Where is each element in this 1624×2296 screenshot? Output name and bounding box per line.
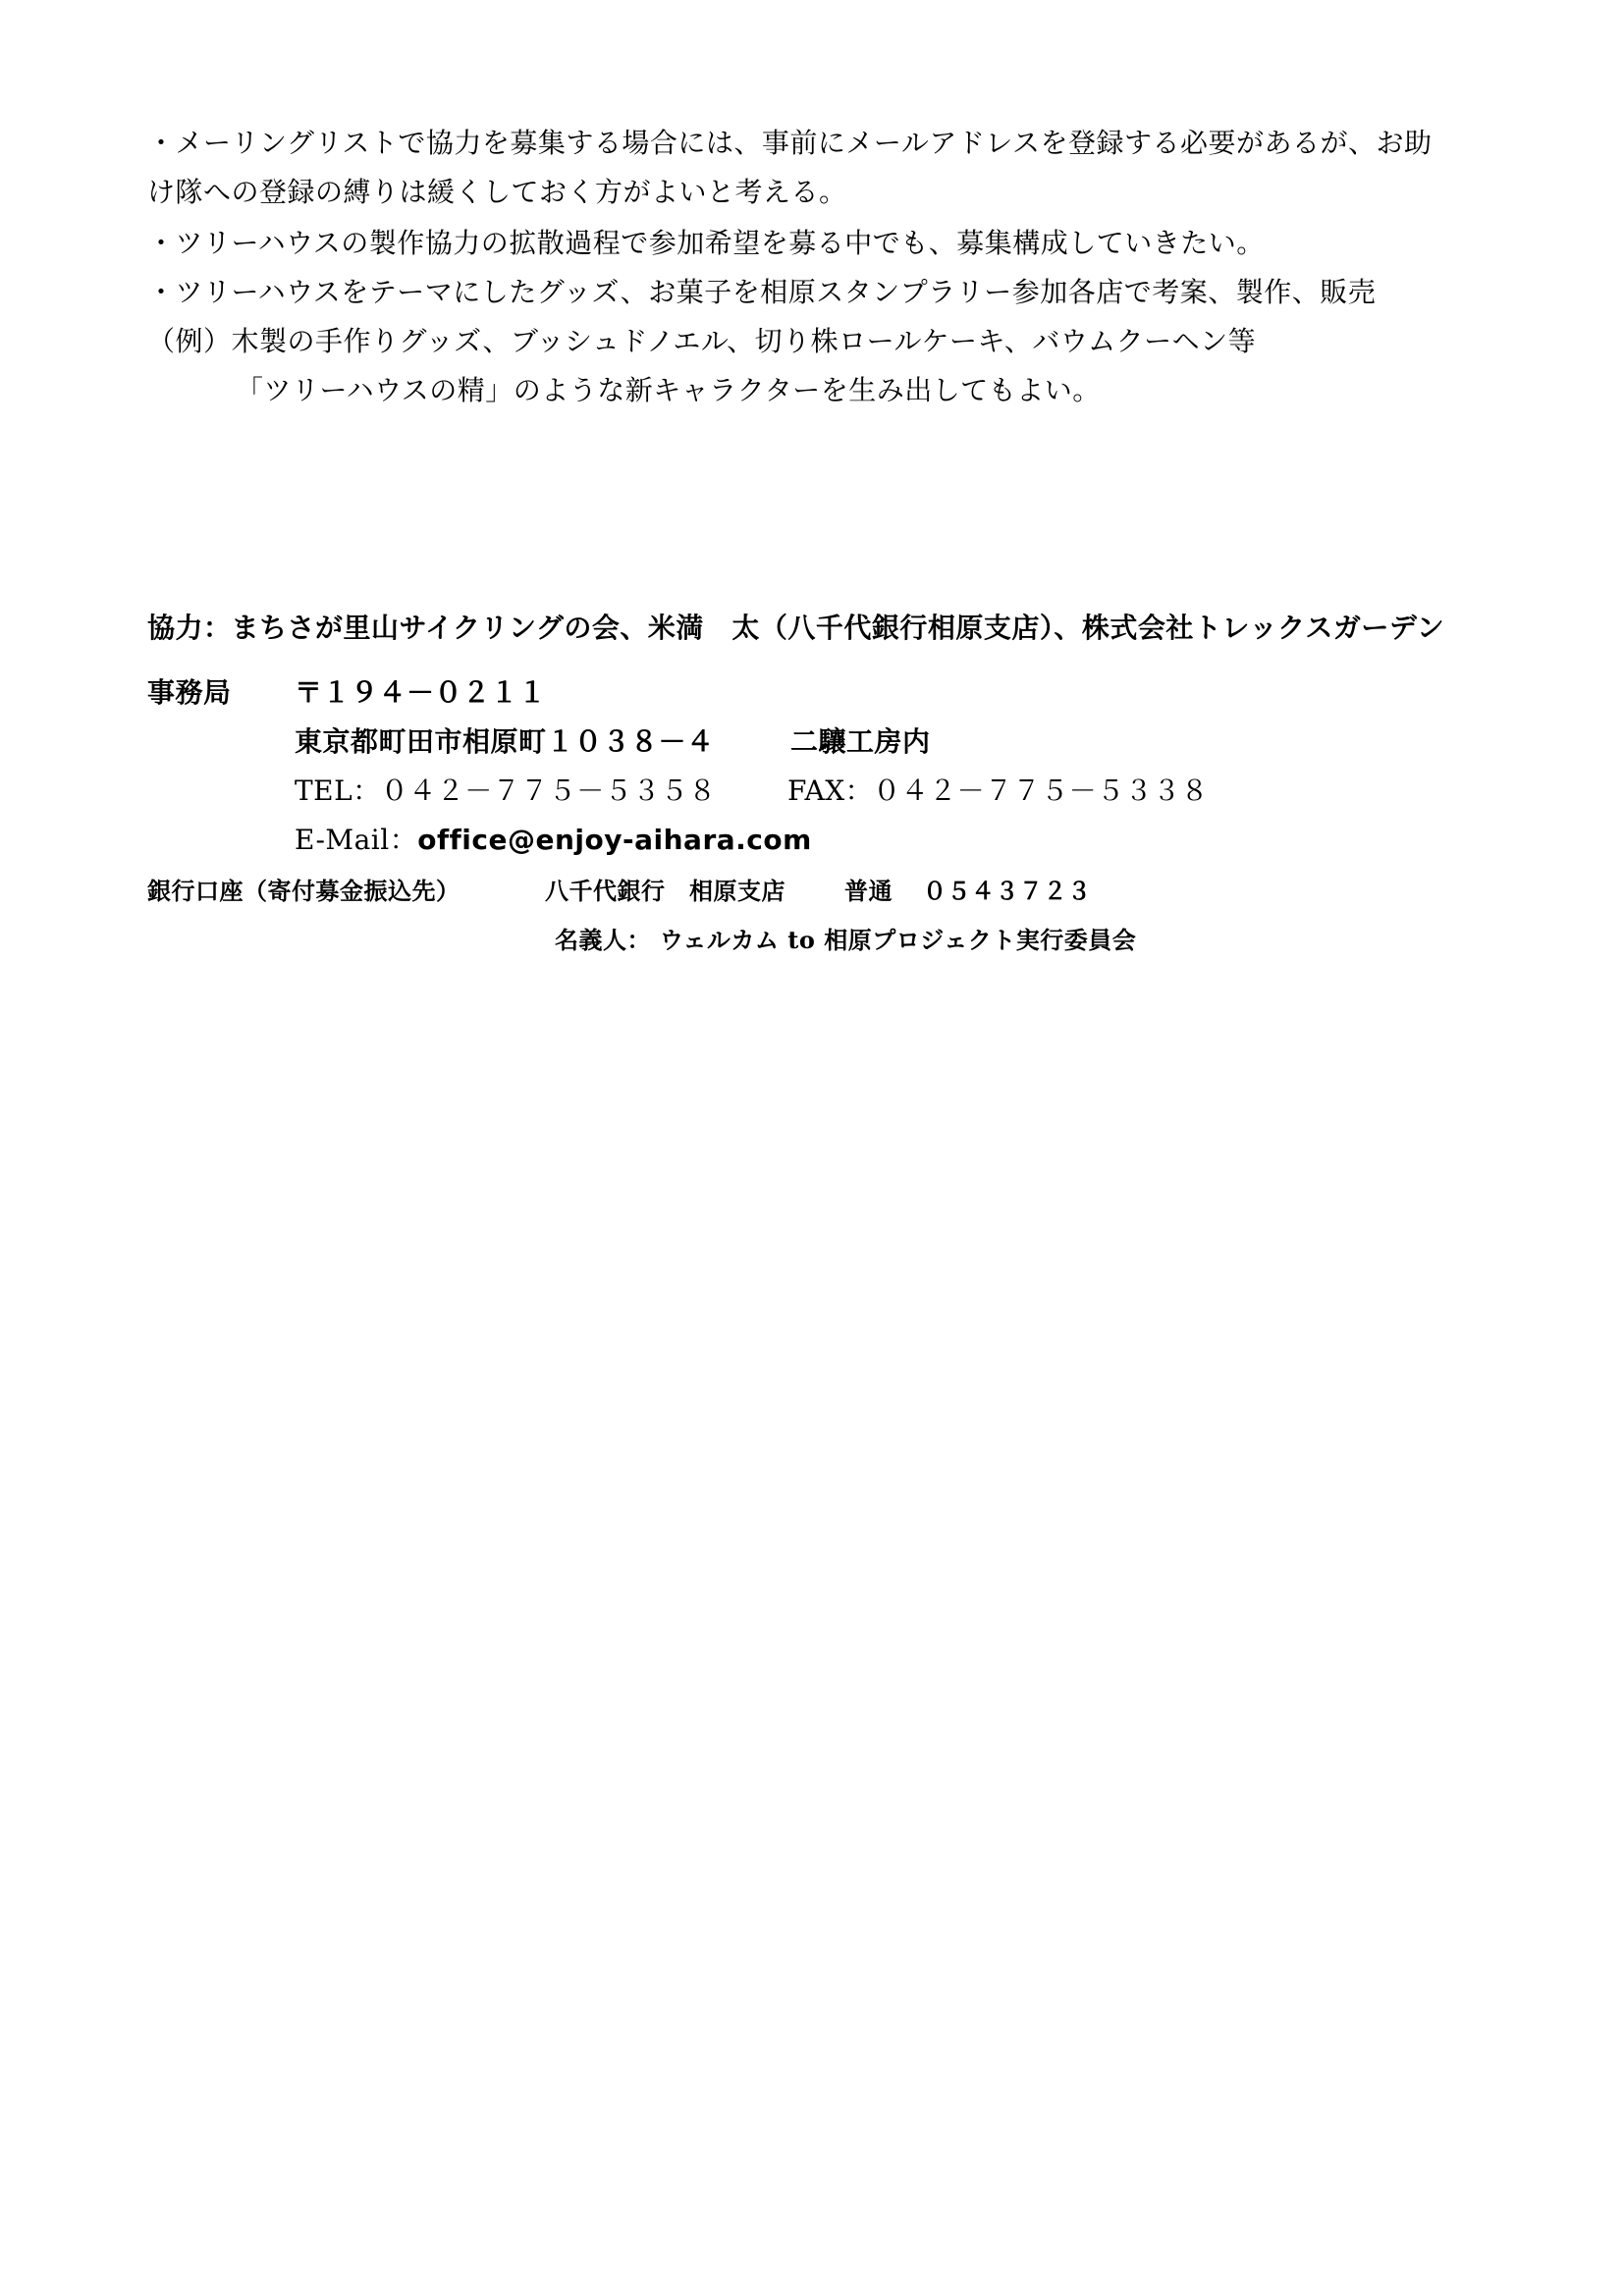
postal-code: 〒１９４－０２１１ — [295, 676, 547, 709]
office-tel: TEL：０４２－７７５－５３５８ — [295, 774, 717, 807]
account-holder-row — [555, 925, 1136, 956]
account-holder-name: ウェルカム to 相原プロジェクト実行委員会 — [659, 926, 1137, 954]
account-holder-label: 名義人： — [555, 926, 651, 954]
note-line-2: け隊への登録の縛りは緩くしておく方がよいと考える。 — [147, 176, 847, 208]
office-place: 二驤工房内 — [790, 725, 931, 758]
note-character-line: 「ツリーハウスの精」のような新キャラクターを生み出してもよい。 — [236, 374, 1101, 406]
cooperation-line: 協力：まちさが里山サイクリングの会、米満 太（八千代銀行相原支店）、株式会社トレックスガーデン — [147, 612, 1445, 644]
note-line-1: ・メーリングリストで協力を募集する場合には、事前にメールアドレスを登録する必要があるが、お助 — [147, 127, 1433, 159]
note-line-4: ・ツリーハウスをテーマにしたグッズ、お菓子を相原スタンプラリー参加各店で考案、製作、販売 — [147, 276, 1377, 308]
bank-name: 八千代銀行 相原支店 — [545, 877, 785, 905]
office-label: 事務局 — [147, 676, 232, 709]
office-fax: FAX：０４２－７７５－５３３８ — [787, 774, 1210, 807]
bank-label: 銀行口座（寄付募金振込先） — [147, 877, 460, 905]
email-address[interactable]: office@enjoy-aihara.com — [417, 824, 812, 856]
email-label: E-Mail： — [295, 824, 418, 856]
account-type: 普通 — [844, 877, 893, 905]
office-address: 東京都町田市相原町１０３８－４ — [295, 725, 715, 758]
note-example-line: （例）木製の手作りグッズ、ブッシュドノエル、切り株ロールケーキ、バウムクーヘン等 — [147, 325, 1257, 357]
office-email-row — [295, 823, 812, 858]
note-line-3: ・ツリーハウスの製作協力の拡散過程で参加希望を募る中でも、募集構成していきたい。 — [147, 227, 1265, 259]
account-number: ０５４３７２３ — [923, 877, 1092, 905]
